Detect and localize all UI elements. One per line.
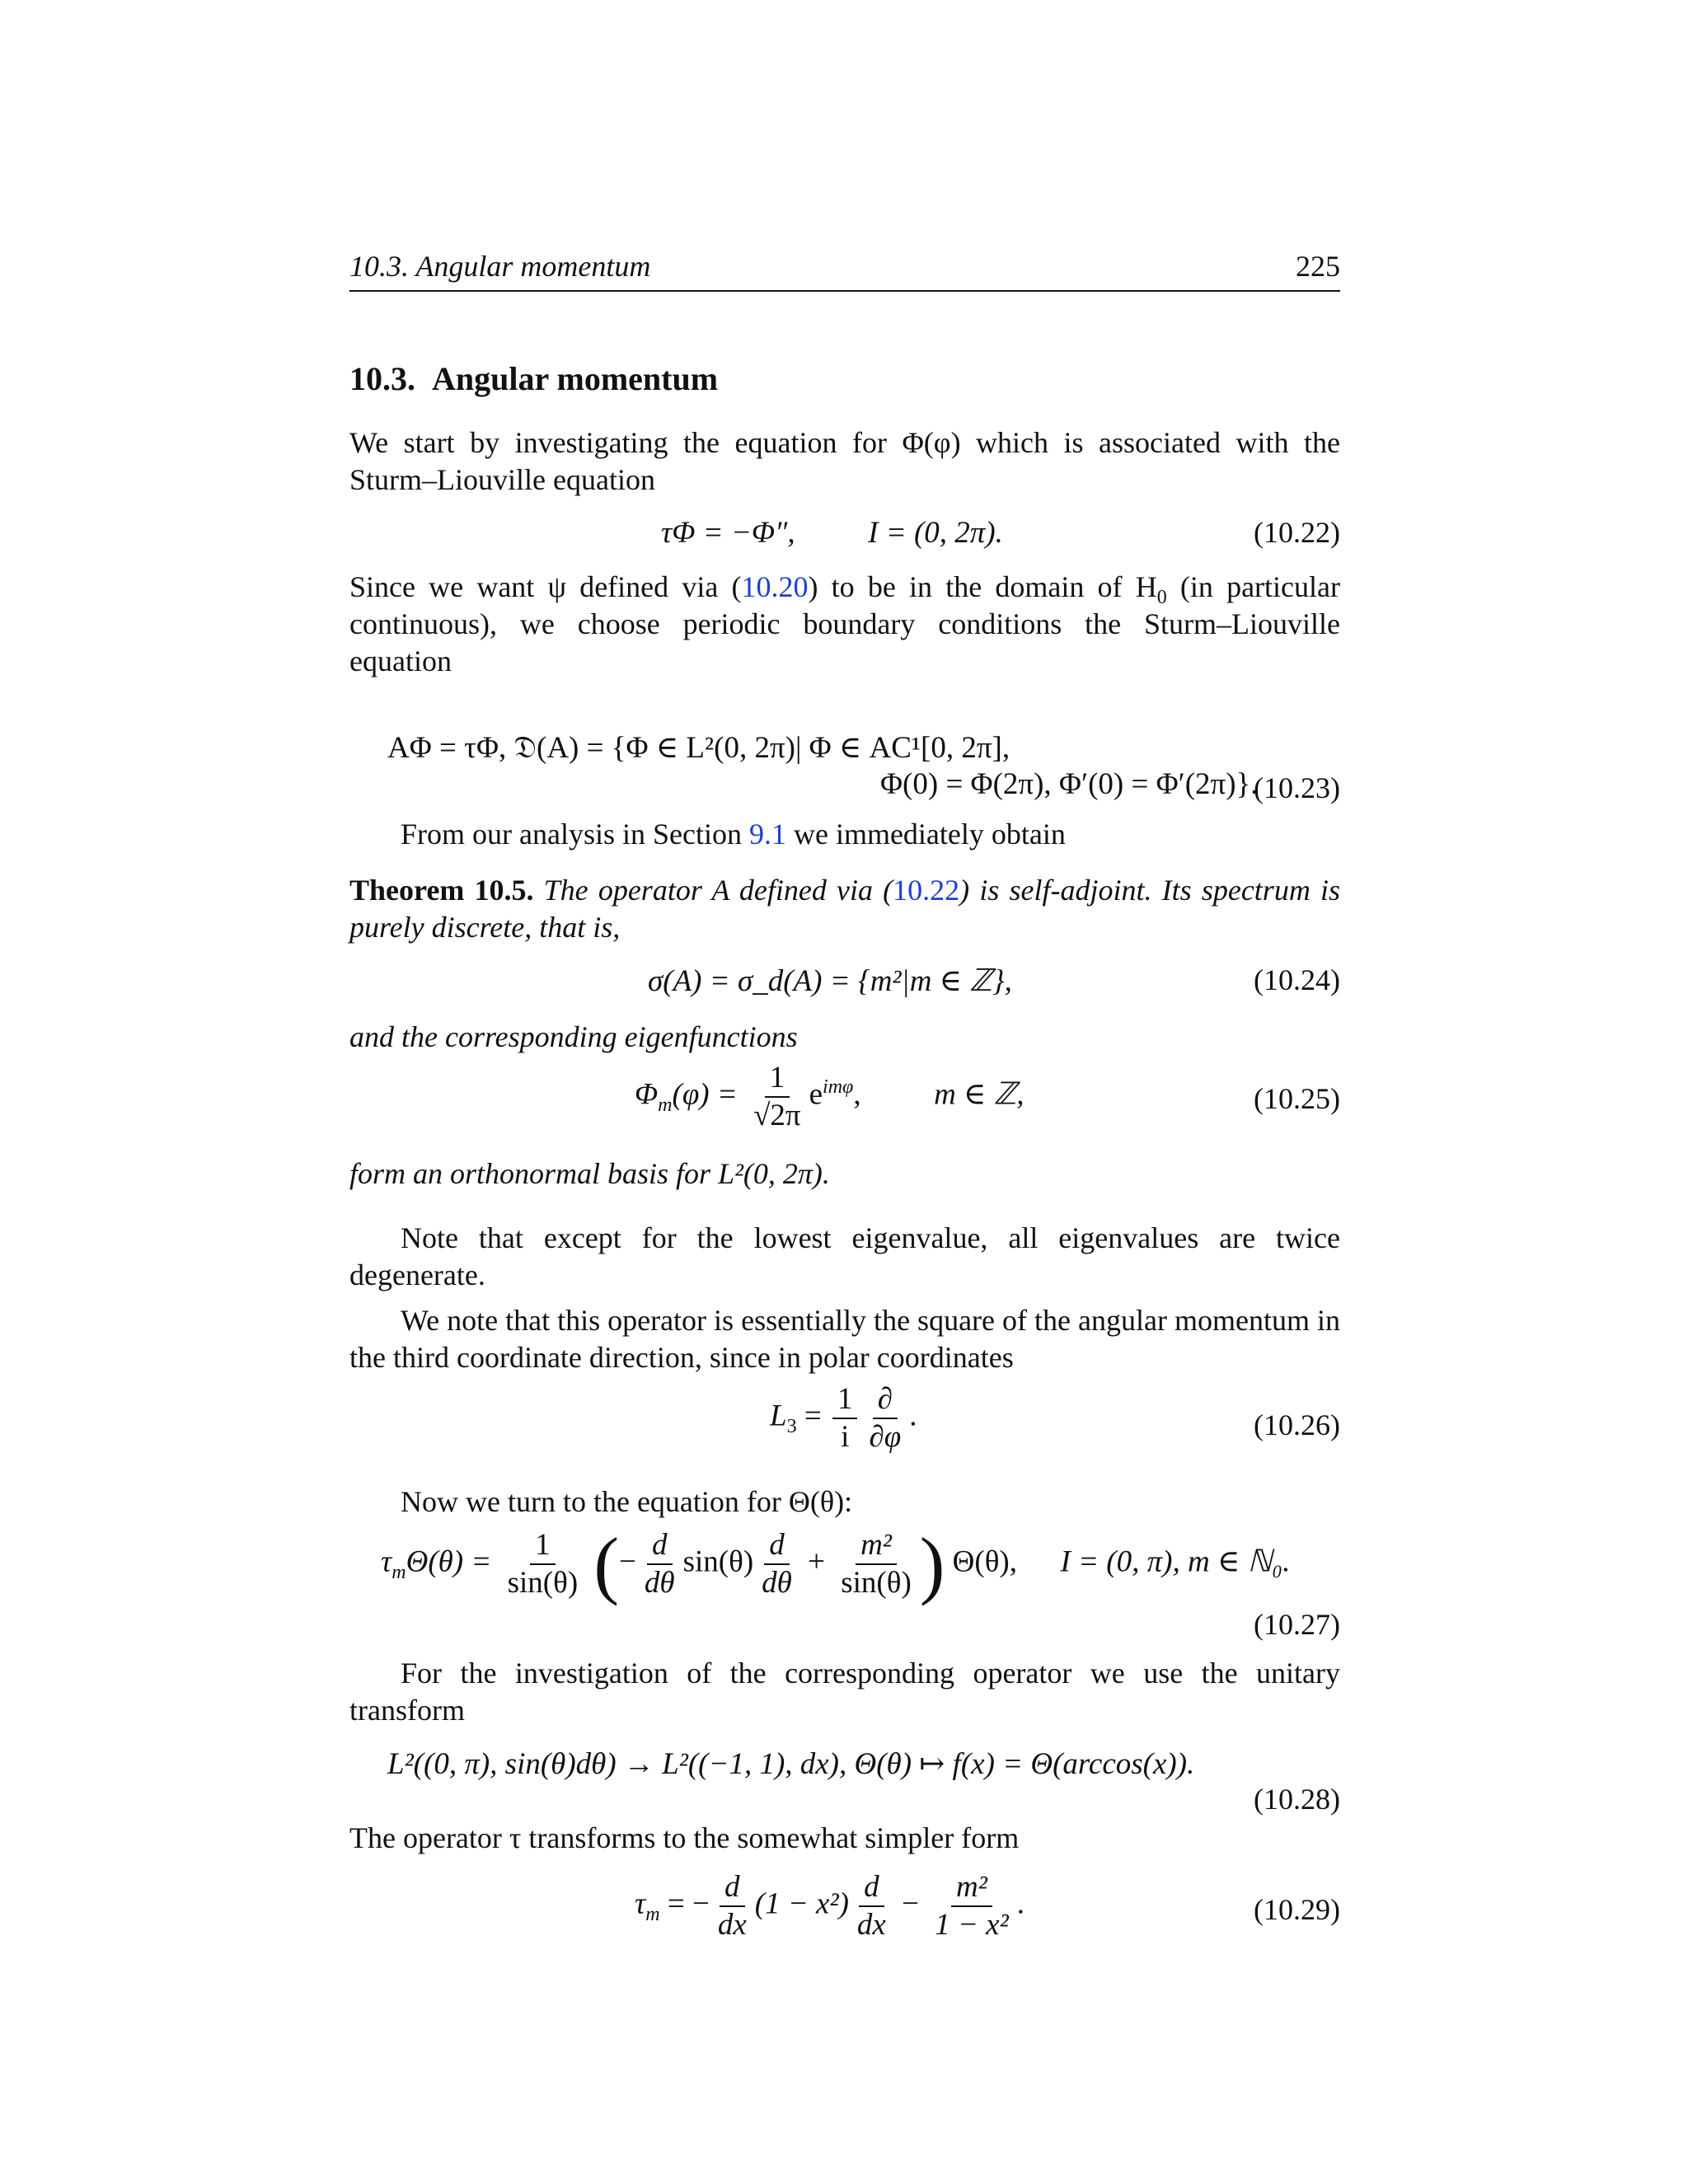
eq-10-26-sub: 3 [786, 1415, 797, 1437]
section-number: 10.3. [349, 360, 415, 397]
eq-10-27-tau: τ [381, 1544, 392, 1579]
ref-10-20[interactable]: 10.20 [741, 570, 809, 603]
eq-10-27-f4-num: m² [856, 1529, 897, 1565]
running-header [349, 244, 1340, 292]
paragraph-section-ref [349, 816, 1340, 853]
p3-text-1: From our analysis in Section [401, 818, 749, 851]
paragraph-theta-equation: Now we turn to the equation for Θ(θ): [401, 1485, 853, 1518]
eq-10-27-mid: sin(θ) [682, 1544, 754, 1579]
eq-10-29-f2-num: d [859, 1871, 884, 1907]
eq-10-27-close-paren: ) [919, 1522, 945, 1606]
eq-10-27-lhs-arg: Θ(θ) = [406, 1544, 492, 1579]
paragraph-unitary-transform: For the investigation of the corresponding operator we use the unitary transform [349, 1657, 1340, 1727]
paragraph-domain [349, 569, 1340, 680]
p2-text-3: (in particular continuous), we choose periodic boundary conditions the Sturm–Liouville equation [349, 570, 1340, 677]
eq-10-22-lhs: τΦ = −Φ″, [661, 516, 795, 550]
equation-number-10-28: (10.28) [1254, 1783, 1340, 1816]
eq-10-26-tail: . [909, 1399, 917, 1433]
eq-10-27-f1-num: 1 [530, 1529, 556, 1565]
eq-10-29-f1-den: dx [717, 1908, 747, 1942]
eq-10-26-den2: ∂φ [869, 1420, 902, 1454]
eq-10-29-frac2 [852, 1871, 891, 1942]
equation-10-27 [381, 1522, 1291, 1606]
eq-10-26-frac1 [832, 1383, 858, 1454]
eq-10-27-cond: I = (0, π), m ∈ ℕ₀. [1060, 1544, 1291, 1579]
equation-10-25 [635, 1062, 1025, 1132]
section-heading [349, 359, 718, 398]
eq-10-27-after: Θ(θ), [952, 1544, 1017, 1579]
eq-10-27-f3-den: dθ [762, 1566, 792, 1600]
equation-number-10-26: (10.26) [1254, 1408, 1340, 1441]
eq-10-25-cond: m ∈ ℤ, [934, 1077, 1025, 1112]
equation-10-28: L²((0, π), sin(θ)dθ) → L²((−1, 1), dx), Θ(θ) ↦ f(x) = Θ(arccos(x)). [387, 1747, 1195, 1781]
equation-number-10-23: (10.23) [1254, 771, 1340, 804]
eq-10-27-plus: + [808, 1544, 825, 1579]
equation-number-10-24: (10.24) [1254, 963, 1340, 996]
eq-10-25-tail: , [853, 1077, 861, 1112]
eq-10-26-eq: = [804, 1399, 822, 1433]
eq-10-29-f3-num: m² [951, 1871, 992, 1907]
eq-10-25-fraction [748, 1062, 806, 1132]
eq-10-27-frac1 [503, 1529, 584, 1600]
eq-10-26-num2: ∂ [873, 1383, 898, 1419]
equation-10-26 [770, 1383, 917, 1454]
eq-10-25-sub: m [658, 1094, 673, 1116]
eq-10-25-lhs: Φ [635, 1077, 659, 1112]
eq-10-22-rhs: I = (0, 2π). [868, 516, 1003, 550]
paragraph-simpler-form: The operator τ transforms to the somewhat simpler form [349, 1821, 1020, 1854]
eq-10-25-den: √2π [753, 1099, 801, 1132]
eq-10-26-den1: i [841, 1420, 850, 1454]
paragraph-degenerate: Note that except for the lowest eigenvalue, all eigenvalues are twice degenerate. [349, 1221, 1340, 1291]
p2-text-1: Since we want ψ defined via ( [349, 570, 742, 603]
ref-10-22[interactable]: 10.22 [893, 874, 960, 907]
eq-10-29-frac3 [930, 1871, 1013, 1942]
p3-text-2: we immediately obtain [785, 818, 1066, 851]
page-number: 225 [1296, 250, 1340, 283]
p2-sub: 0 [1156, 587, 1167, 609]
eq-10-29-mid: (1 − x²) [754, 1886, 849, 1921]
eq-10-27-f3-num: d [764, 1529, 790, 1565]
eq-10-27-f2-num: d [647, 1529, 673, 1565]
eq-10-29-eq: = − [667, 1886, 710, 1921]
eq-10-27-frac4 [836, 1529, 917, 1600]
eq-10-27-minus: − [619, 1544, 636, 1579]
theorem-label: Theorem 10.5. [349, 874, 534, 907]
eq-10-27-f1-den: sin(θ) [507, 1566, 579, 1600]
eq-10-25-exp: imφ [823, 1076, 854, 1099]
eq-10-27-open-paren: ( [593, 1522, 620, 1606]
ref-9-1[interactable]: 9.1 [748, 818, 786, 851]
eq-10-29-minus: − [902, 1886, 919, 1921]
eq-10-25-arg: (φ) = [672, 1077, 738, 1112]
eq-10-27-f2-den: dθ [644, 1566, 675, 1600]
eq-10-29-tau: τ [635, 1886, 646, 1921]
theorem-text-1: The operator A defined via ( [533, 874, 893, 907]
eq-10-27-frac3 [757, 1529, 797, 1600]
eq-10-29-f2-den: dx [856, 1908, 886, 1942]
theorem-10-5 [349, 872, 1340, 946]
p2-text-2: ) to be in the domain of H [808, 570, 1157, 603]
paragraph-angular-momentum: We note that this operator is essentially the square of the angular momentum in the third coordinate direction, since in polar coordinates [349, 1304, 1340, 1374]
eq-10-27-f4-den: sin(θ) [841, 1566, 912, 1600]
theorem-continuation-2: form an orthonormal basis for L²(0, 2π). [349, 1157, 830, 1190]
eq-10-29-sub: m [645, 1903, 660, 1925]
eq-10-26-lhs: L [770, 1399, 787, 1433]
eq-10-26-frac2 [864, 1383, 906, 1454]
equation-number-10-29: (10.29) [1254, 1893, 1340, 1926]
equation-number-10-27: (10.27) [1254, 1608, 1340, 1641]
eq-10-29-f1-num: d [720, 1871, 745, 1907]
theorem-text-2: ) is self-adjoint. Its spectrum is purely discrete, that is, [349, 874, 1340, 944]
eq-10-27-frac2 [640, 1529, 680, 1600]
equation-10-23-line1: AΦ = τΦ, 𝔇(A) = {Φ ∈ L²(0, 2π)| Φ ∈ AC¹[0, 2π], [387, 731, 1010, 765]
eq-10-29-f3-den: 1 − x² [935, 1908, 1009, 1942]
eq-10-29-tail: . [1016, 1886, 1025, 1921]
equation-number-10-25: (10.25) [1254, 1082, 1340, 1115]
header-section-title: 10.3. Angular momentum [349, 250, 651, 283]
paragraph-intro: We start by investigating the equation for Φ(φ) which is associated with the Sturm–Liouville equation [349, 426, 1340, 496]
equation-10-23-line2: Φ(0) = Φ(2π), Φ′(0) = Φ′(2π)}. [880, 767, 1259, 801]
equation-10-24: σ(A) = σ_d(A) = {m²|m ∈ ℤ}, [648, 964, 1012, 998]
eq-10-27-sub: m [392, 1561, 406, 1583]
eq-10-26-num1: 1 [832, 1383, 858, 1419]
theorem-continuation-1: and the corresponding eigenfunctions [349, 1020, 798, 1053]
eq-10-25-exp-base: e [809, 1077, 823, 1112]
eq-10-29-frac1 [713, 1871, 752, 1942]
equation-number-10-22: (10.22) [1254, 516, 1340, 549]
section-title: Angular momentum [432, 360, 719, 397]
eq-10-25-num: 1 [765, 1062, 790, 1098]
equation-10-22 [661, 515, 1003, 551]
equation-10-29 [635, 1871, 1025, 1942]
